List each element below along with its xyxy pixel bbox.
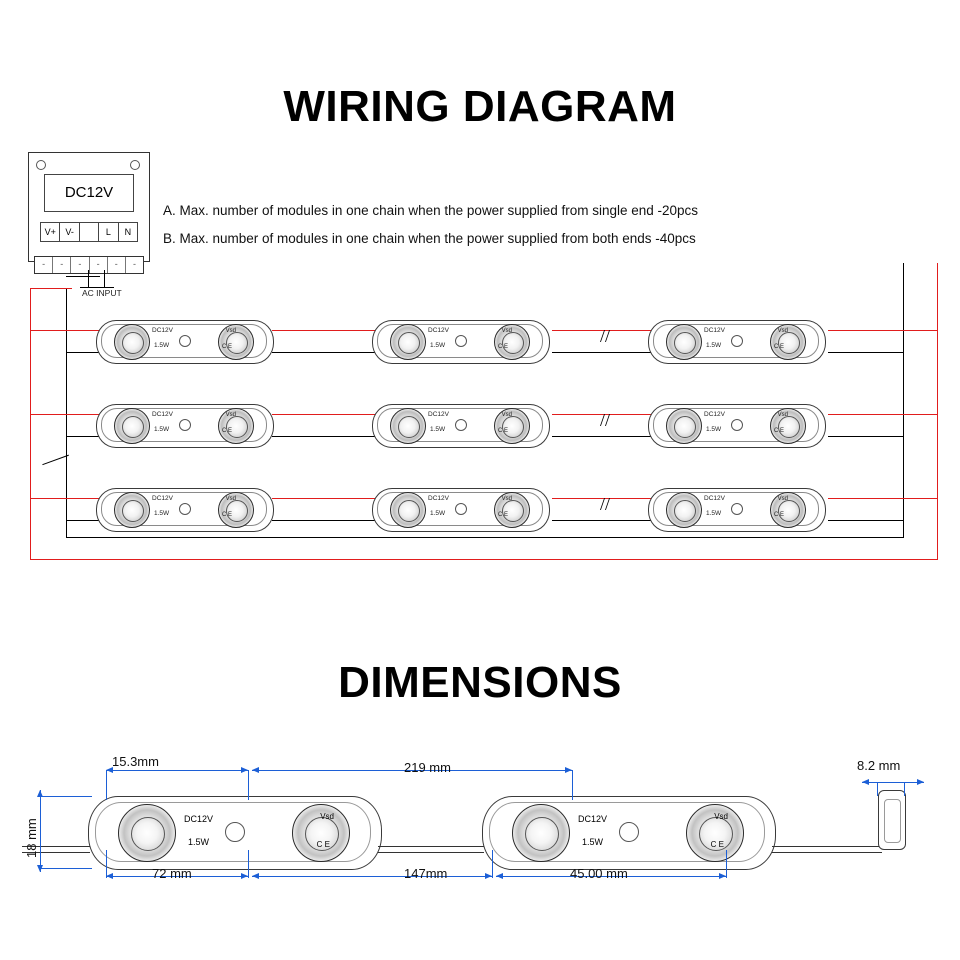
- psu-terminal-block: [40, 222, 138, 242]
- wiring-diagram-title: WIRING DIAGRAM: [283, 82, 677, 131]
- row3-negative-link: [552, 520, 652, 521]
- psu-pin: -: [35, 257, 53, 273]
- dim-label-pitch-3: 45.00 mm: [570, 866, 628, 881]
- module-bin-label: Vsd: [777, 412, 788, 418]
- psu-terminal-n: N: [124, 227, 132, 237]
- module-bin-label: Vsd: [225, 328, 236, 334]
- mounting-hole-icon: [731, 503, 743, 515]
- dim-label-thickness: 8.2 mm: [857, 758, 901, 773]
- row3-negative-link: [272, 520, 382, 521]
- mounting-hole-icon: [731, 419, 743, 431]
- dim-arrow: [485, 873, 492, 879]
- led-module: [648, 320, 824, 362]
- led-module: [648, 404, 824, 446]
- dim-ext-line: [248, 770, 249, 800]
- ac-lead: [104, 270, 105, 288]
- module-voltage-label: DC12V: [578, 814, 608, 824]
- module-bin-label: Vsd: [777, 328, 788, 334]
- row1-negative-out: [828, 352, 904, 353]
- module-ce-label: C E: [497, 344, 508, 350]
- wiring-note-b: B. Max. number of modules in one chain when the power supplied from both ends -40pcs: [163, 231, 696, 246]
- row2-negative-link: [552, 436, 652, 437]
- module-voltage-label: DC12V: [152, 495, 173, 502]
- mounting-hole-icon: [179, 503, 191, 515]
- dim-ext-line: [492, 850, 493, 878]
- dim-arrow: [252, 767, 259, 773]
- dim-ext-line: [904, 782, 905, 796]
- psu-terminal-vplus: V+: [41, 223, 60, 241]
- mounting-hole-icon: [225, 822, 245, 842]
- module-power-label: 1.5W: [706, 342, 722, 349]
- row1-negative-link: [552, 352, 652, 353]
- module-bin-label: Vsd: [320, 812, 334, 821]
- led-lens-right-icon: [494, 408, 530, 444]
- led-lens-right-icon: [494, 324, 530, 360]
- row2-break-symbol: //: [600, 410, 611, 430]
- dim-arrow: [241, 873, 248, 879]
- module-voltage-label: DC12V: [428, 411, 449, 418]
- dim-line-thickness: [862, 782, 924, 783]
- row3-positive-link: [272, 498, 382, 499]
- module-link-wire: [772, 846, 882, 847]
- dim-label-total-length: 219 mm: [404, 760, 451, 775]
- led-lens-right-icon: [770, 492, 806, 528]
- led-lens-right-icon: [218, 492, 254, 528]
- wiring-note-a: A. Max. number of modules in one chain when the power supplied from single end -20pcs: [163, 203, 699, 218]
- led-module: [96, 404, 272, 446]
- dim-ext-line: [572, 770, 573, 800]
- row2-negative-link: [272, 436, 382, 437]
- led-lens-left-icon: [666, 324, 702, 360]
- mounting-hole-icon: [179, 335, 191, 347]
- dimension-led-module: [88, 796, 380, 868]
- row3-break-symbol: //: [600, 494, 611, 514]
- bus-positive-left: [30, 288, 31, 560]
- led-lens-left-icon: [666, 492, 702, 528]
- led-lens-left-icon: [114, 408, 150, 444]
- module-bin-label: Vsd: [714, 812, 728, 821]
- ac-lead-tie: [80, 287, 114, 288]
- bus-positive-right: [937, 263, 938, 560]
- dim-line-pitch-2: [252, 876, 492, 877]
- led-lens-left-icon: [666, 408, 702, 444]
- module-ce-label: C E: [497, 428, 508, 434]
- module-voltage-label: DC12V: [704, 495, 725, 502]
- module-voltage-label: DC12V: [704, 327, 725, 334]
- dim-label-height: 18 mm: [24, 818, 39, 858]
- mounting-hole-icon: [731, 335, 743, 347]
- mounting-hole-icon: [455, 335, 467, 347]
- psu-positive-tap: [30, 288, 72, 289]
- psu-terminal-l: L: [99, 223, 118, 241]
- led-module: [648, 488, 824, 530]
- module-power-label: 1.5W: [706, 510, 722, 517]
- module-power-label: 1.5W: [188, 837, 210, 847]
- psu-screw-icon: [36, 160, 46, 170]
- led-lens-right-icon: [218, 324, 254, 360]
- led-lens-left-icon: [390, 492, 426, 528]
- module-ce-label: C E: [710, 840, 724, 849]
- module-ce-label: C E: [497, 512, 508, 518]
- module-bin-label: Vsd: [225, 496, 236, 502]
- row1-positive-link: [272, 330, 382, 331]
- module-voltage-label: DC12V: [704, 411, 725, 418]
- power-supply-unit: [28, 152, 148, 270]
- led-lens-left-icon: [512, 804, 570, 862]
- led-lens-left-icon: [118, 804, 176, 862]
- module-voltage-label: DC12V: [152, 327, 173, 334]
- psu-pin: -: [90, 257, 108, 273]
- module-power-label: 1.5W: [430, 342, 446, 349]
- mounting-hole-icon: [619, 822, 639, 842]
- psu-screw-icon: [130, 160, 140, 170]
- row2-negative-out: [828, 436, 904, 437]
- psu-pin: -: [53, 257, 71, 273]
- module-power-label: 1.5W: [430, 510, 446, 517]
- psu-voltage-label: DC12V: [64, 184, 114, 201]
- dim-ext-line: [106, 850, 107, 878]
- module-ce-label: C E: [316, 840, 330, 849]
- led-module: [372, 320, 548, 362]
- module-voltage-label: DC12V: [428, 495, 449, 502]
- led-module: [372, 488, 548, 530]
- psu-pin: -: [71, 257, 89, 273]
- dim-arrow: [917, 779, 924, 785]
- psu-negative-tap: [66, 276, 100, 277]
- led-lens-left-icon: [114, 492, 150, 528]
- led-lens-right-icon: [494, 492, 530, 528]
- dim-label-lens-offset: 15.3mm: [112, 754, 159, 769]
- mounting-hole-icon: [179, 419, 191, 431]
- dim-line-height: [40, 790, 41, 872]
- psu-terminal-blank: [80, 223, 99, 241]
- dim-ext-line: [877, 782, 878, 796]
- led-lens-left-icon: [114, 324, 150, 360]
- module-ce-label: C E: [221, 428, 232, 434]
- module-ce-label: C E: [773, 344, 784, 350]
- module-power-label: 1.5W: [430, 426, 446, 433]
- module-power-label: 1.5W: [154, 342, 170, 349]
- dim-ext-line: [726, 850, 727, 878]
- dim-label-pitch-2: 147mm: [404, 866, 448, 881]
- bus-negative-right: [903, 263, 904, 538]
- module-ce-label: C E: [221, 512, 232, 518]
- row2-positive-out: [828, 414, 938, 415]
- bus-positive-bottom: [30, 559, 938, 560]
- module-voltage-label: DC12V: [428, 327, 449, 334]
- psu-terminal-vminus: V-: [60, 223, 79, 241]
- led-module: [96, 488, 272, 530]
- psu-pin: -: [108, 257, 126, 273]
- led-module: [372, 404, 548, 446]
- module-bin-label: Vsd: [501, 328, 512, 334]
- module-bin-label: Vsd: [501, 412, 512, 418]
- module-ce-label: C E: [773, 512, 784, 518]
- dim-arrow: [719, 873, 726, 879]
- module-power-label: 1.5W: [582, 837, 604, 847]
- module-side-view: [878, 790, 906, 850]
- dim-ext-line: [40, 868, 92, 869]
- dim-label-pitch-1: 72 mm: [152, 866, 192, 881]
- dim-arrow: [862, 779, 869, 785]
- dim-ext-line: [40, 796, 92, 797]
- led-lens-right-icon: [770, 408, 806, 444]
- mounting-hole-icon: [455, 419, 467, 431]
- dimension-led-module: [482, 796, 774, 868]
- module-power-label: 1.5W: [154, 510, 170, 517]
- bus-negative-bottom: [66, 537, 904, 538]
- led-lens-left-icon: [390, 408, 426, 444]
- led-lens-right-icon: [218, 408, 254, 444]
- row1-positive-out: [828, 330, 938, 331]
- module-voltage-label: DC12V: [152, 411, 173, 418]
- bus-jog-mark: [42, 455, 73, 479]
- module-bin-label: Vsd: [777, 496, 788, 502]
- module-bin-label: Vsd: [501, 496, 512, 502]
- module-link-wire: [378, 852, 484, 853]
- row3-negative-out: [828, 520, 904, 521]
- mounting-hole-icon: [455, 503, 467, 515]
- row1-negative-link: [272, 352, 382, 353]
- dim-arrow: [241, 767, 248, 773]
- module-link-wire: [772, 852, 882, 853]
- row3-positive-out: [828, 498, 938, 499]
- row2-positive-link: [272, 414, 382, 415]
- module-voltage-label: DC12V: [184, 814, 214, 824]
- module-ce-label: C E: [221, 344, 232, 350]
- dim-ext-line: [106, 770, 107, 800]
- module-bin-label: Vsd: [225, 412, 236, 418]
- module-power-label: 1.5W: [154, 426, 170, 433]
- dim-ext-line: [248, 850, 249, 878]
- led-lens-right-icon: [770, 324, 806, 360]
- led-module: [96, 320, 272, 362]
- led-lens-left-icon: [390, 324, 426, 360]
- dim-arrow: [496, 873, 503, 879]
- ac-input-label: AC INPUT: [82, 288, 122, 298]
- dim-arrow: [106, 873, 113, 879]
- dim-arrow: [252, 873, 259, 879]
- dim-arrow: [565, 767, 572, 773]
- dimensions-title: DIMENSIONS: [338, 658, 622, 707]
- psu-voltage-plate: [44, 174, 134, 212]
- module-ce-label: C E: [773, 428, 784, 434]
- ac-lead: [88, 270, 89, 288]
- psu-pin: -: [132, 259, 136, 269]
- module-power-label: 1.5W: [706, 426, 722, 433]
- row1-break-symbol: //: [600, 326, 611, 346]
- module-link-wire: [378, 846, 484, 847]
- dim-line-lens-offset: [106, 770, 248, 771]
- bus-negative-left: [66, 288, 67, 538]
